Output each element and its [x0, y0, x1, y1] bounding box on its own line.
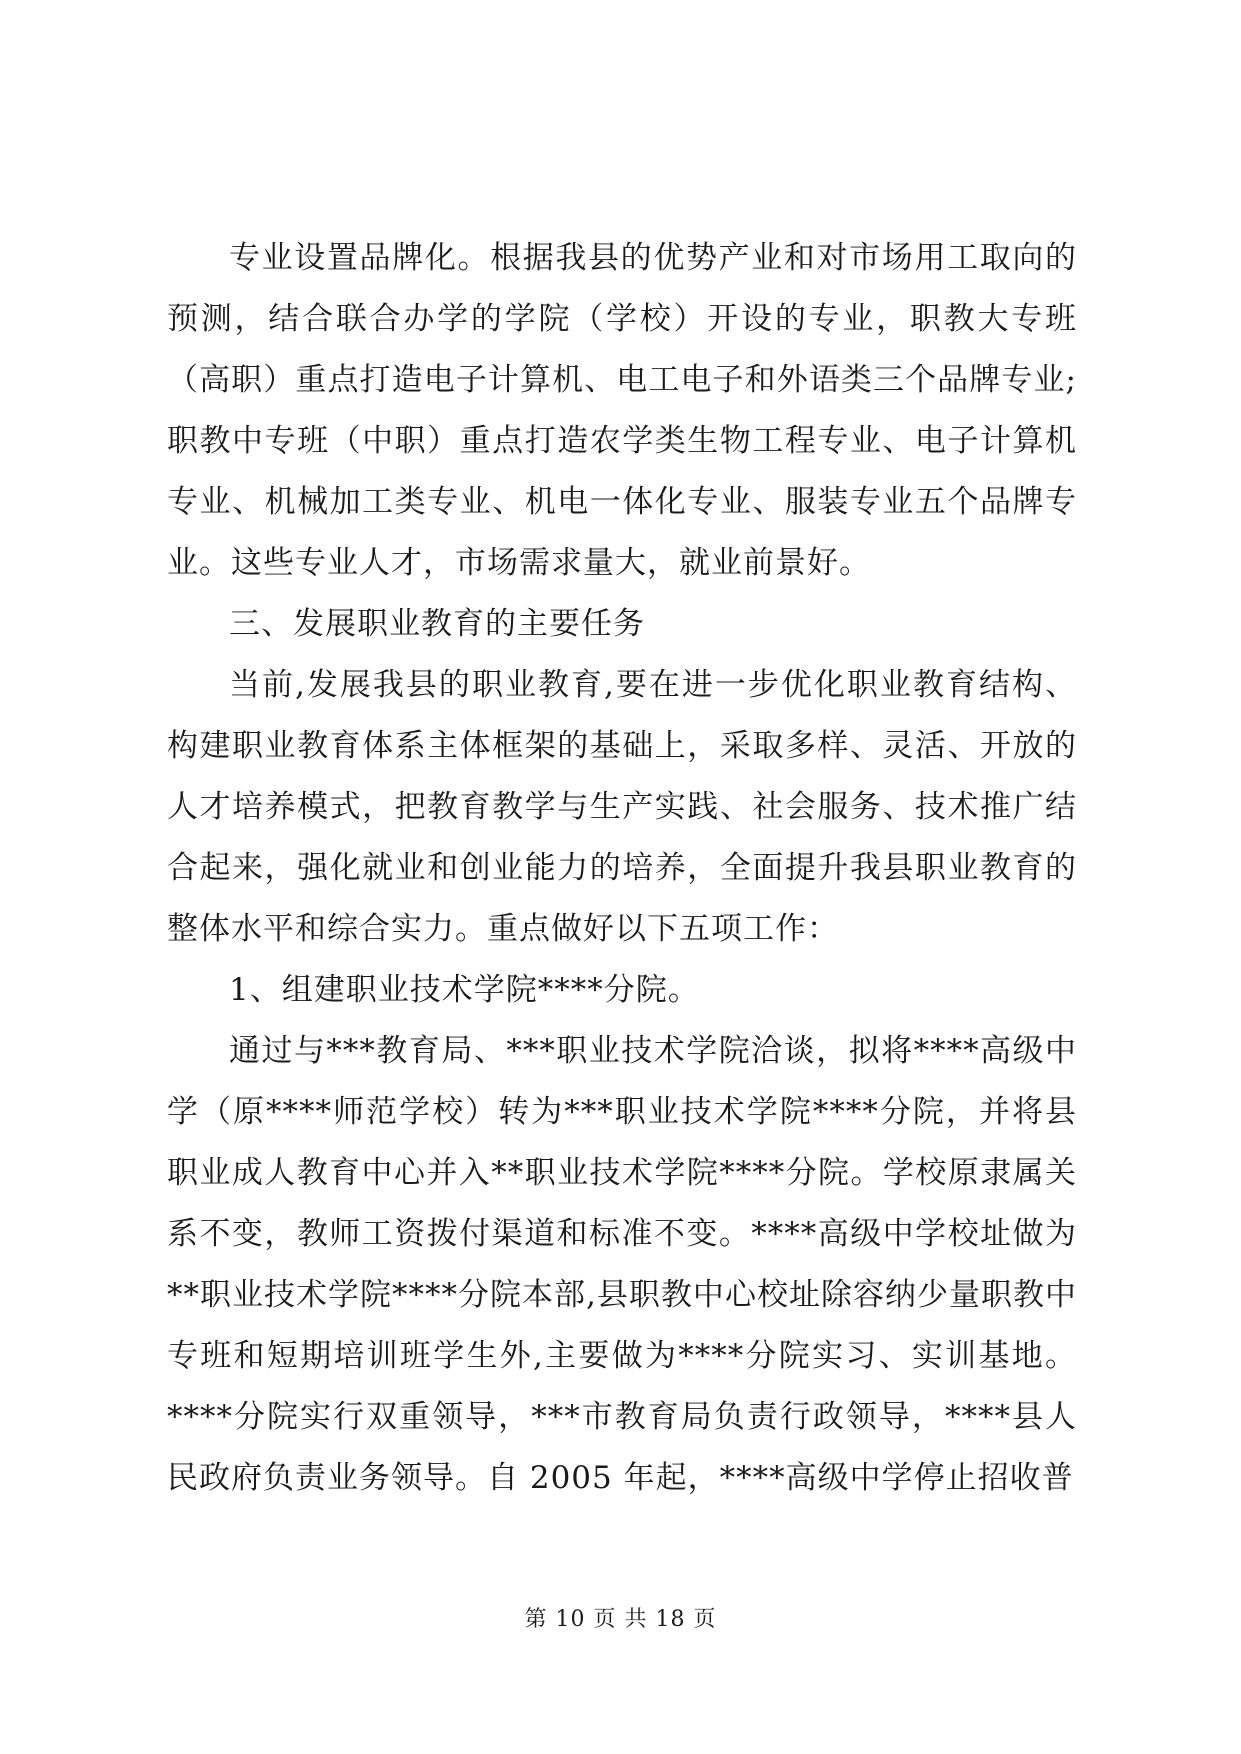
page-number-footer: 第 10 页 共 18 页 — [524, 1607, 717, 1632]
paragraph-specialty-branding: 专业设置品牌化。根据我县的优势产业和对市场用工取向的预测，结合联合办学的学院（学校）开设的专业，职教大专班（高职）重点打造电子计算机、电工电子和外语类三个品牌专业;职教中专班（中职）重点打造农学类生物工程专业、电子计算机专业、机械加工类专业、机电一体化专业、服装专业五个品牌专业。这些专业人才，市场需求量大，就业前景好。 — [167, 240, 1077, 581]
body-text — [167, 228, 1077, 1509]
section-heading: 三、发展职业教育的主要任务 — [229, 606, 645, 642]
subheading-item-1: 1、组建职业技术学院****分院。 — [229, 972, 700, 1008]
paragraph-college-branch: 通过与***教育局、***职业技术学院洽谈，拟将****高级中学（原****师范学校）转为***职业技术学院****分院，并将县职业成人教育中心并入**职业技术学院****分院。学校原隶属关系不变，教师工资拨付渠道和标准不变。****高级中学校址做为**职业技术学院****分院本部,县职教中心校址除容纳少量职教中专班和短期培训班学生外,主要做为****分院实习、实训基地。****分院实行双重领导，***市教育局负责行政领导，****县人民政府负责业务领导。自 2005 年起，****高级中学停止招收普 — [167, 1033, 1077, 1496]
paragraph-current-tasks: 当前,发展我县的职业教育,要在进一步优化职业教育结构、构建职业教育体系主体框架的基础上，采取多样、灵活、开放的人才培养模式，把教育教学与生产实践、社会服务、技术推广结合起来，强化就业和创业能力的培养，全面提升我县职业教育的整体水平和综合实力。重点做好以下五项工作： — [167, 667, 1077, 947]
